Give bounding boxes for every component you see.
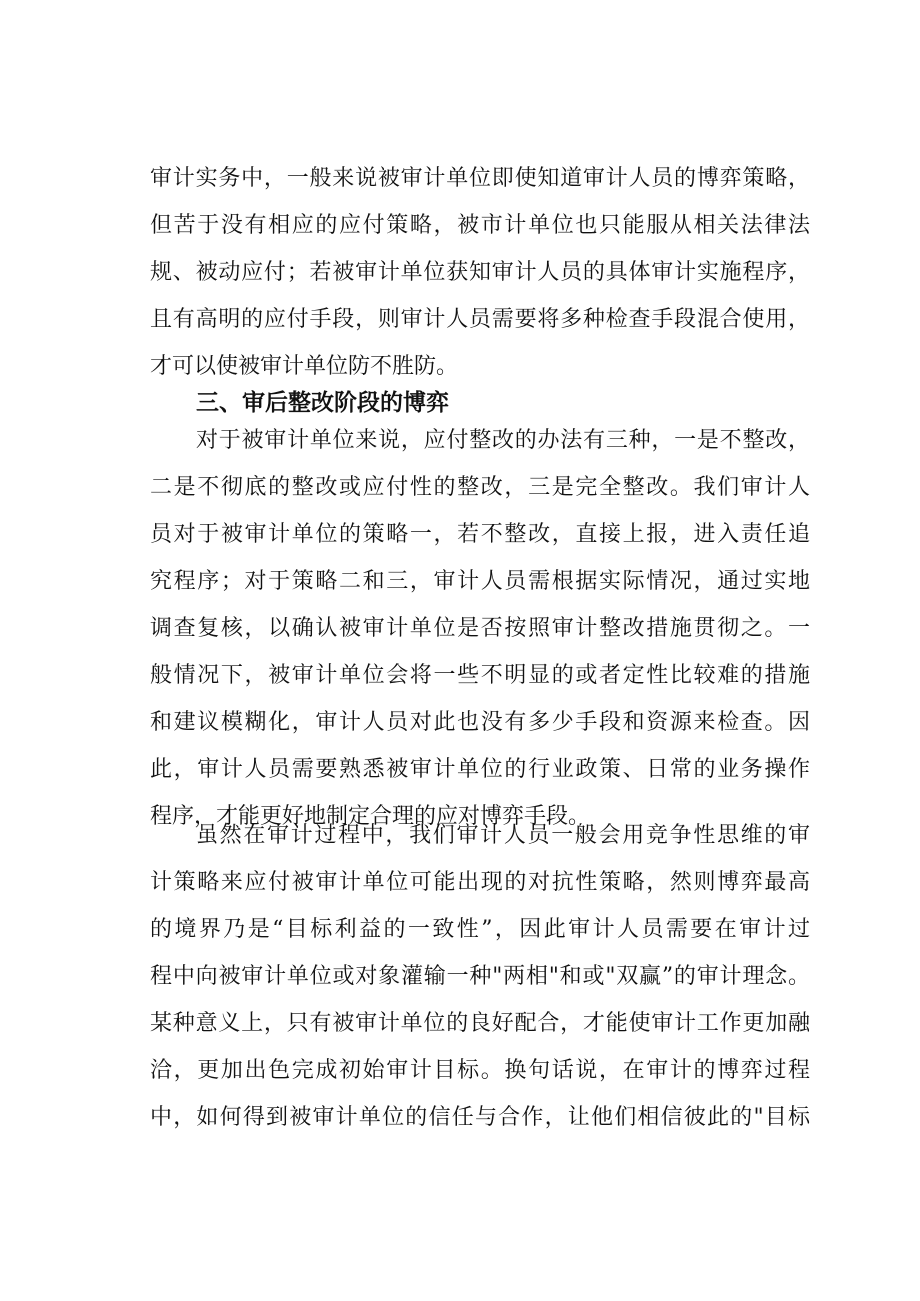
paragraph-line: 员对于被审计单位的策略一，若不整改，直接上报，进入责任追	[150, 522, 810, 547]
paragraph-line: 的境界乃是“目标利益的一致性”，因此审计人员需要在审计过	[150, 917, 810, 942]
section-heading: 三、审后整改阶段的博弈	[196, 390, 449, 416]
paragraph-line: 般情况下，被审计单位会将一些不明显的或者定性比较难的措施	[150, 663, 810, 688]
paragraph-line: 虽然在审计过程中，我们审计人员一般会用竞争性思维的审	[196, 823, 810, 848]
paragraph-rectification	[150, 417, 810, 840]
paragraph-line: 计策略来应付被审计单位可能出现的对抗性策略，然则博弈最高	[150, 870, 810, 895]
paragraph-line: 此，审计人员需要熟悉被审计单位的行业政策、日常的业务操作	[150, 757, 810, 782]
paragraph-line: 洽，更加出色完成初始审计目标。换句话说，在审计的博弈过程	[150, 1058, 810, 1083]
paragraph-line: 对于被审计单位来说，应付整改的办法有三种，一是不整改，	[196, 428, 810, 453]
paragraph-audit-practice	[150, 155, 810, 390]
paragraph-line: 但苦于没有相应的应付策略，被市计单位也只能服从相关法律法	[150, 213, 810, 238]
paragraph-line: 中，如何得到被审计单位的信任与合作，让他们相信彼此的"目标	[150, 1105, 810, 1130]
paragraph-win-win	[150, 812, 810, 1141]
paragraph-line: 和建议模糊化，审计人员对此也没有多少手段和资源来检查。因	[150, 710, 810, 735]
paragraph-line: 调查复核，以确认被审计单位是否按照审计整改措施贯彻之。一	[150, 616, 810, 641]
paragraph-line: 规、被动应付；若被审计单位获知审计人员的具体审计实施程序，	[150, 260, 810, 285]
paragraph-line: 究程序；对于策略二和三，审计人员需根据实际情况，通过实地	[150, 569, 810, 594]
paragraph-line: 审计实务中，一般来说被审计单位即使知道审计人员的博弈策略，	[150, 166, 810, 191]
paragraph-line: 且有高明的应付手段，则审计人员需要将多种检查手段混合使用，	[150, 307, 810, 332]
paragraph-line: 程序，才能更好地制定合理的应对博弈手段。	[150, 804, 591, 829]
paragraph-line: 才可以使被审计单位防不胜防。	[150, 354, 459, 379]
paragraph-line: 某种意义上，只有被审计单位的良好配合，才能使审计工作更加融	[150, 1011, 810, 1036]
paragraph-line: 程中向被审计单位或对象灌输一种"两相"和或"双赢”的审计理念。	[150, 964, 810, 989]
paragraph-line: 二是不彻底的整改或应付性的整改，三是完全整改。我们审计人	[150, 475, 810, 500]
